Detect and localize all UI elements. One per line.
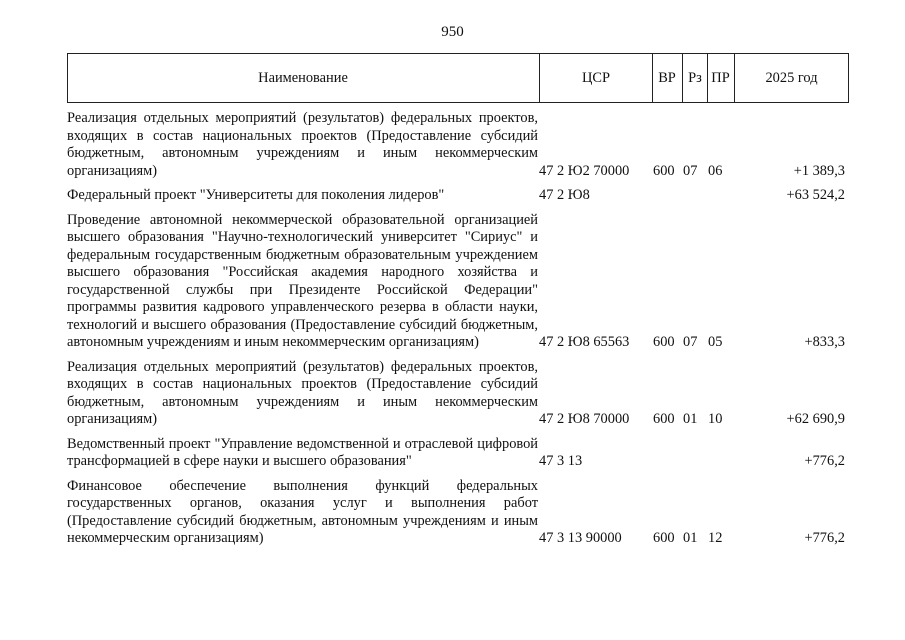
row-amount: +1 389,3 [793,162,845,179]
row-amount: +776,2 [804,530,845,546]
row-rz: 07 [683,162,698,179]
row-name: Проведение автономной некоммерческой образовательной организацией высшего образования "Научно-технологический университет "Сириус" и федеральным государственным бюджетным образовательным учреждением высшего образования "Российская академия народного хозяйства и государственной службы при Президенте Российской Федерации" программы развития кадрового управленческого резерва в области науки, технологий и высшего образования (Предоставление субсидий бюджетным, автономным учреждениям и иным некоммерческим организациям) [67,211,538,350]
row-rz: 01 [683,530,698,546]
row-name: Реализация отдельных мероприятий (результатов) федеральных проектов, входящих в состав национальных проектов (Предоставление субсидий бюджетным, автономным учреждениям и иным некоммерческим организациям) [67,110,538,179]
row-rz: 07 [683,334,698,350]
header-rz: Рз [688,70,702,86]
header-pr: ПР [711,70,730,86]
table-row [67,478,849,548]
row-csr: 47 3 13 [539,453,583,469]
header-vr: ВР [658,70,676,86]
row-csr: 47 2 Ю2 70000 [539,162,630,179]
row-vr: 600 [653,411,675,427]
row-pr: 12 [708,530,723,546]
row-vr: 600 [653,530,675,546]
table-row [67,359,849,429]
table-row [67,110,849,180]
header-name: Наименование [258,70,348,86]
row-vr: 600 [653,334,675,350]
row-vr: 600 [653,162,675,179]
row-pr: 05 [708,334,723,350]
table-row [67,212,849,352]
row-amount: +776,2 [804,453,845,469]
row-pr: 06 [708,162,723,179]
row-csr: 47 2 Ю8 70000 [539,411,630,427]
row-pr: 10 [708,411,723,427]
row-name: Реализация отдельных мероприятий (результатов) федеральных проектов, входящих в состав национальных проектов (Предоставление субсидий бюджетным, автономным учреждениям и иным некоммерческим организациям) [67,358,538,427]
table-row [67,187,849,205]
row-name: Ведомственный проект "Управление ведомственной и отраслевой цифровой трансформацией в сфере науки и высшего образования" [67,435,538,469]
row-csr: 47 2 Ю8 65563 [539,334,630,350]
row-name: Финансовое обеспечение выполнения функций федеральных государственных органов, оказания услуг и выполнения работ (Предоставление субсидий бюджетным, автономным учреждениям и иным некоммерческим организациям) [67,477,538,546]
page-number: 950 [441,24,464,40]
row-rz: 01 [683,411,698,427]
header-csr: ЦСР [582,70,610,86]
row-name: Федеральный проект "Университеты для поколения лидеров" [67,187,445,203]
table-header [67,53,849,103]
row-amount: +63 524,2 [786,187,845,203]
table-row [67,436,849,471]
header-year: 2025 год [765,70,818,86]
table-body [67,110,849,555]
row-csr: 47 3 13 90000 [539,530,622,546]
row-csr: 47 2 Ю8 [539,187,590,203]
row-amount: +62 690,9 [786,411,845,427]
row-amount: +833,3 [804,334,845,350]
